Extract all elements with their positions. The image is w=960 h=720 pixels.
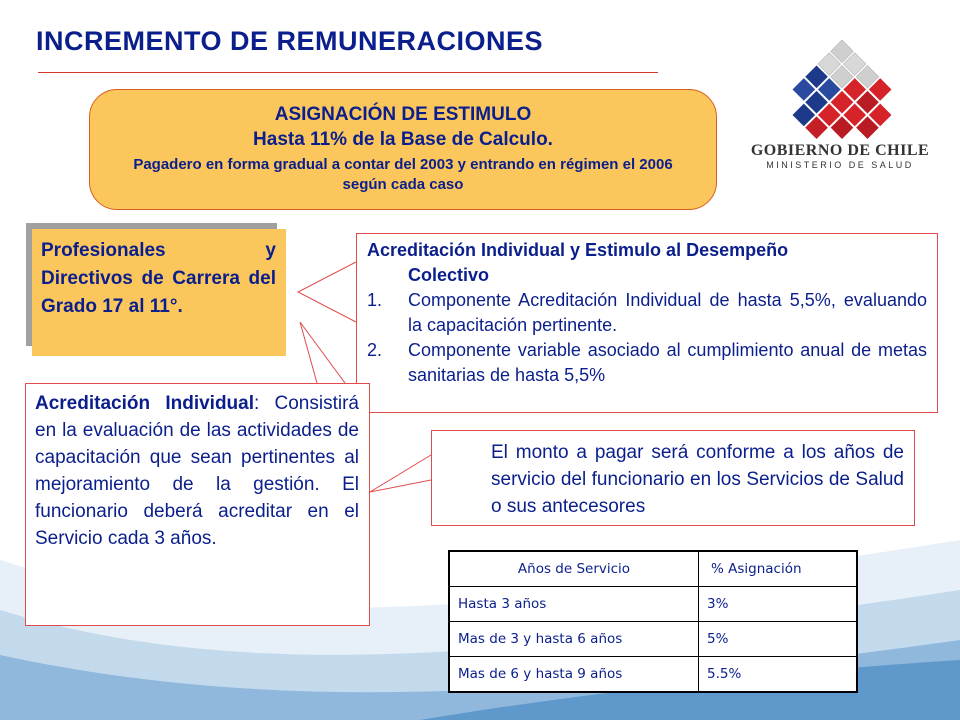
table-row [449,622,857,657]
acreditacion-individual-label: Acreditación Individual [35,393,254,414]
table-cell: Hasta 3 años [449,587,699,622]
table-row [449,657,857,693]
logo-text-gobierno: GOBIERNO DE CHILE [750,142,930,159]
profesionales-box: Profesionales y Directivos de Carrera del Grado 17 al 11°. [32,229,286,356]
table-cell: 3% [699,587,858,622]
table-cell: Mas de 6 y hasta 9 años [449,657,699,693]
monto-box: El monto a pagar será conforme a los años de servicio del funcionario en los Servicios de Salud o sus antecesores [431,430,915,526]
item-number: 2. [367,340,383,360]
page-title: INCREMENTO DE REMUNERACIONES [36,26,544,56]
table-cell: 5.5% [699,657,858,693]
item-text: Componente Acreditación Individual de hasta 5,5%, evaluando la capacitación pertinente. [408,290,927,335]
table-cell: Mas de 3 y hasta 6 años [449,622,699,657]
asignacion-detail: Pagadero en forma gradual a contar del 2003 y entrando en régimen el 2006 según cada caso [133,156,673,193]
acreditacion-individual-colon: : [254,393,260,414]
acreditacion-title-a: Acreditación Individual y Estimulo al Desempeño [367,240,789,260]
asignacion-box [89,89,717,210]
acreditacion-title [367,238,927,288]
asignacion-table [448,550,858,693]
acreditacion-individual-text: Consistirá en la evaluación de las actividades de capacitación que sean pertinentes al mejoramiento de la gestión. El funcionario deberá acreditar en el Servicio cada 3 años. [35,393,359,549]
acreditacion-item [367,338,927,388]
table-header-row [449,551,857,587]
acreditacion-box [356,233,938,413]
acreditacion-title-b: Colectivo [408,265,490,285]
acreditacion-individual-box [25,383,370,626]
asignacion-title: ASIGNACIÓN DE ESTIMULO [274,104,532,125]
table-header-cell: % Asignación [699,551,858,587]
item-number: 1. [367,290,383,310]
item-text: Componente variable asociado al cumplimiento anual de metas sanitarias de hasta 5,5% [408,340,927,385]
acreditacion-item [367,288,927,338]
table-cell: 5% [699,622,858,657]
logo-text-ministerio: MINISTERIO DE SALUD [766,160,914,170]
asignacion-percentage: Hasta 11% de la Base de Calculo. [253,129,553,150]
title-underline [38,72,658,73]
table-header-cell: Años de Servicio [449,551,699,587]
table-row [449,587,857,622]
